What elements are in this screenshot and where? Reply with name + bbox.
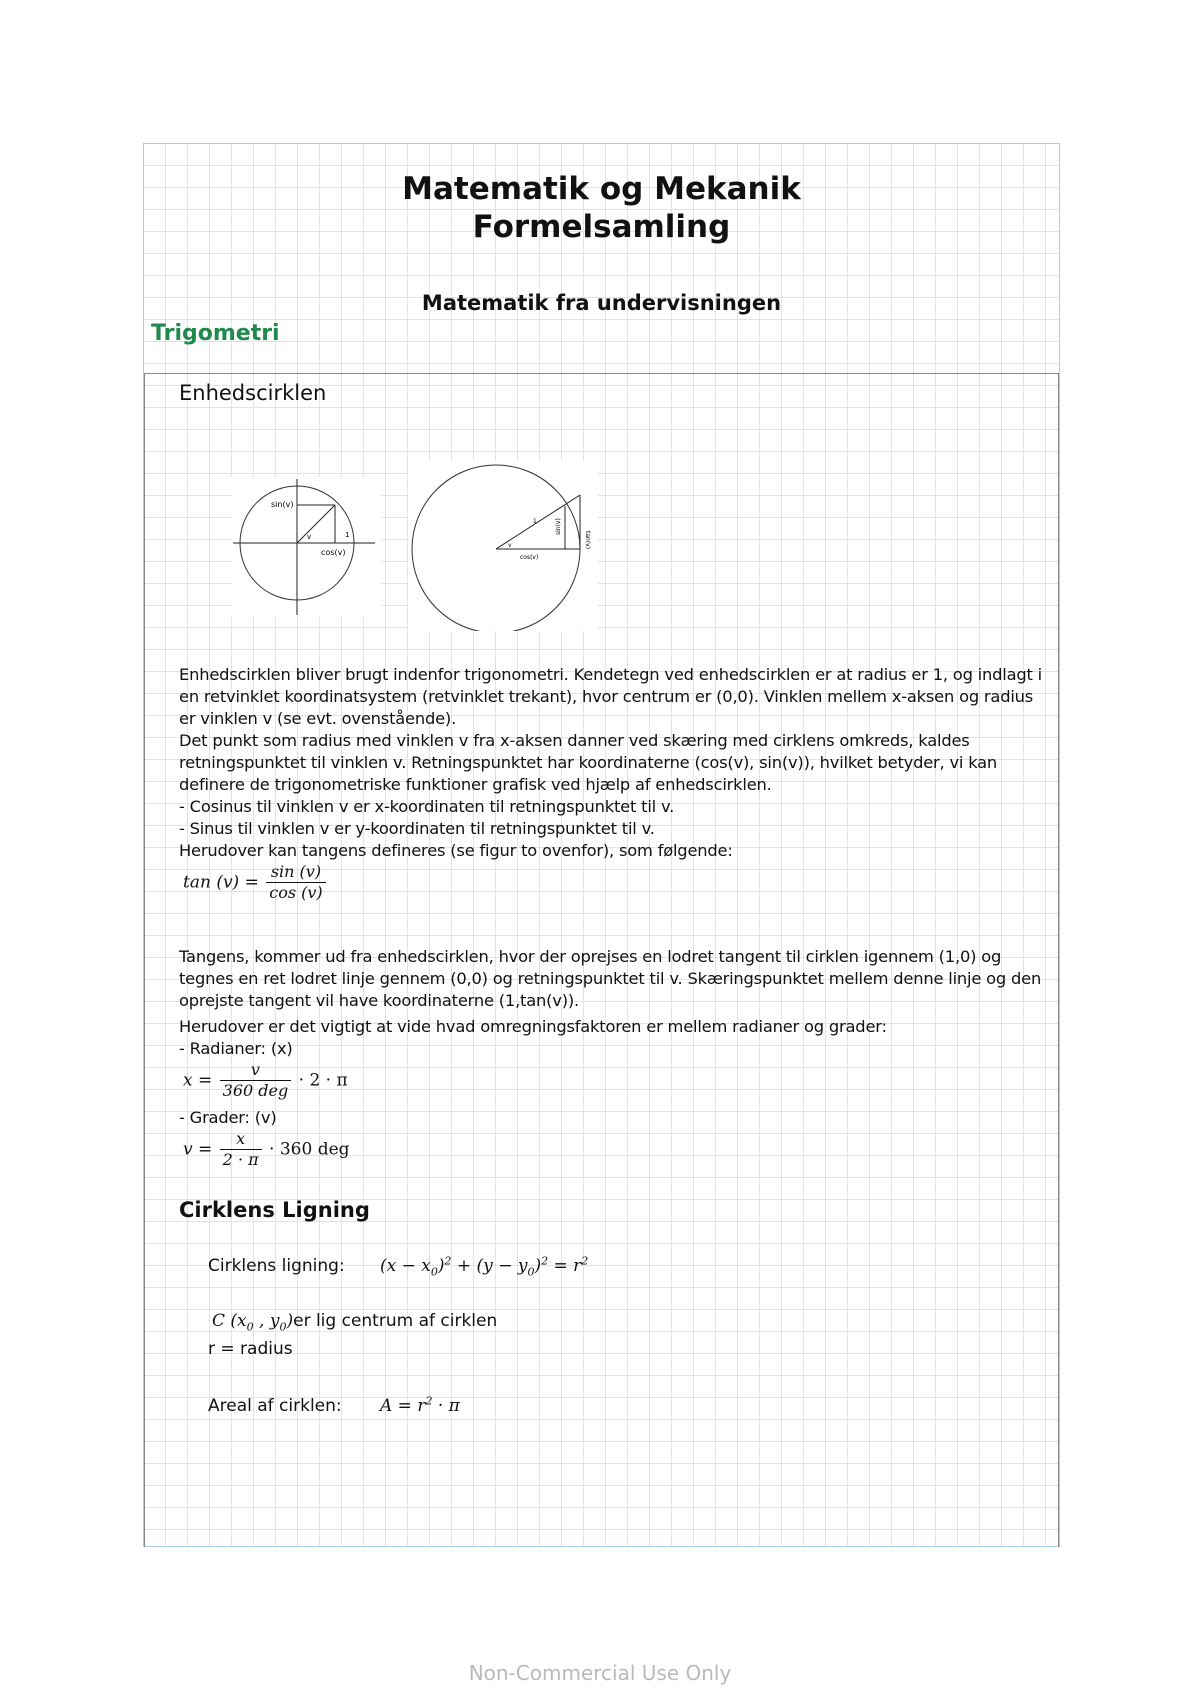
circle-equation: $(x - x_0)^2 + (y - y_0)^2 = r^2$ <box>380 1254 589 1279</box>
area-formula: $A = r^2 \cdot \pi$ <box>380 1394 460 1416</box>
fig1-sin-label: sin(v) <box>271 500 294 509</box>
center-formula: C ($x_0$ , $y_0)er$ lig centrum af cirklen <box>212 1311 498 1334</box>
radius-text: r = radius <box>208 1339 293 1359</box>
degrees-formula: v = $\frac{x}{2 \cdot \pi}$ · 360 deg <box>183 1129 350 1169</box>
unit-circle-diagram-2 <box>408 461 598 631</box>
unit-circle-paragraph-1: Enhedscirklen bliver brugt indenfor trigonometri. Kendetegn ved enhedscirklen er at radius er 1, og indlagt i en retvinklet koordinatsystem (retvinklet trekant), hvor centrum er (0,0). Vinklen mellem x-aksen og radius er vinklen v (se evt. ovenstående). Det punkt som radius med vinklen v fra x-aksen danner ved skæring med cirklens omkreds, kaldes retningspunktet til vinklen v. Retningspunktet har koordinaterne (cos(v), sin(v)), hvilket betyder, vi kan definere de trigonometriske funktioner grafisk ved hjælp af enhedscirklen. - Cosinus til vinklen v er x-koordinaten til retningspunktet til v. - Sinus til vinklen v er y-koordinaten til retningspunktet til v. Herudover kan tangens defineres (se figur to ovenfor), som følgende: <box>179 665 1042 860</box>
fig2-one-label: 1 <box>533 518 537 525</box>
unit-circle-figure-1 <box>231 477 381 617</box>
unit-circle-paragraph-3: Herudover er det vigtigt at vide hvad omregningsfaktoren er mellem radianer og grader: - Radianer: (x) <box>179 1016 1059 1060</box>
trig-region <box>144 373 1059 1547</box>
unit-circle-diagram-1 <box>231 477 381 617</box>
fig2-tan-label: tan(v) <box>584 531 591 550</box>
worksheet <box>143 143 1060 1547</box>
degrees-label-block <box>179 1107 1059 1129</box>
area-label: Areal af cirklen: <box>208 1396 342 1416</box>
watermark-footer: Non-Commercial Use Only <box>468 1661 732 1685</box>
fig2-angle-label: v <box>508 542 512 549</box>
unit-circle-figure-2 <box>408 461 598 631</box>
section-heading-trigometri: Trigometri <box>151 321 280 346</box>
heading-cirklens-ligning: Cirklens Ligning <box>179 1198 370 1222</box>
fig1-one-label: 1 <box>345 531 350 539</box>
heading-enhedscirklen: Enhedscirklen <box>179 381 327 405</box>
radians-label: - Radianer: (x) <box>179 1039 293 1058</box>
fig1-cos-label: cos(v) <box>321 548 346 557</box>
fig2-cos-label: cos(v) <box>520 554 539 561</box>
unit-circle-paragraph-2: Tangens, kommer ud fra enhedscirklen, hvor der oprejses en lodret tangent til cirklen igennem (1,0) og tegnes en ret lodret linje gennem (0,0) og retningspunktet til v. Skæringspunktet mellem denne linje og den oprejste tangent vil have koordinaterne (1,tan(v)). <box>179 947 1042 1010</box>
subtitle: Matematik fra undervisningen <box>421 291 782 315</box>
tan-formula: tan (v) = $\frac{\sin (v)}{\cos (v)}$ <box>183 862 328 903</box>
circle-equation-label: Cirklens ligning: <box>208 1256 345 1276</box>
fig2-sin-label: sin(v) <box>555 518 562 535</box>
radians-formula: x = $\frac{v}{\text{360 deg}}$ · 2 · π <box>183 1060 348 1100</box>
page-title: Matematik og Mekanik Formelsamling <box>402 171 801 245</box>
fig1-angle-label: v <box>307 533 312 541</box>
degrees-label: - Grader: (v) <box>179 1108 277 1127</box>
